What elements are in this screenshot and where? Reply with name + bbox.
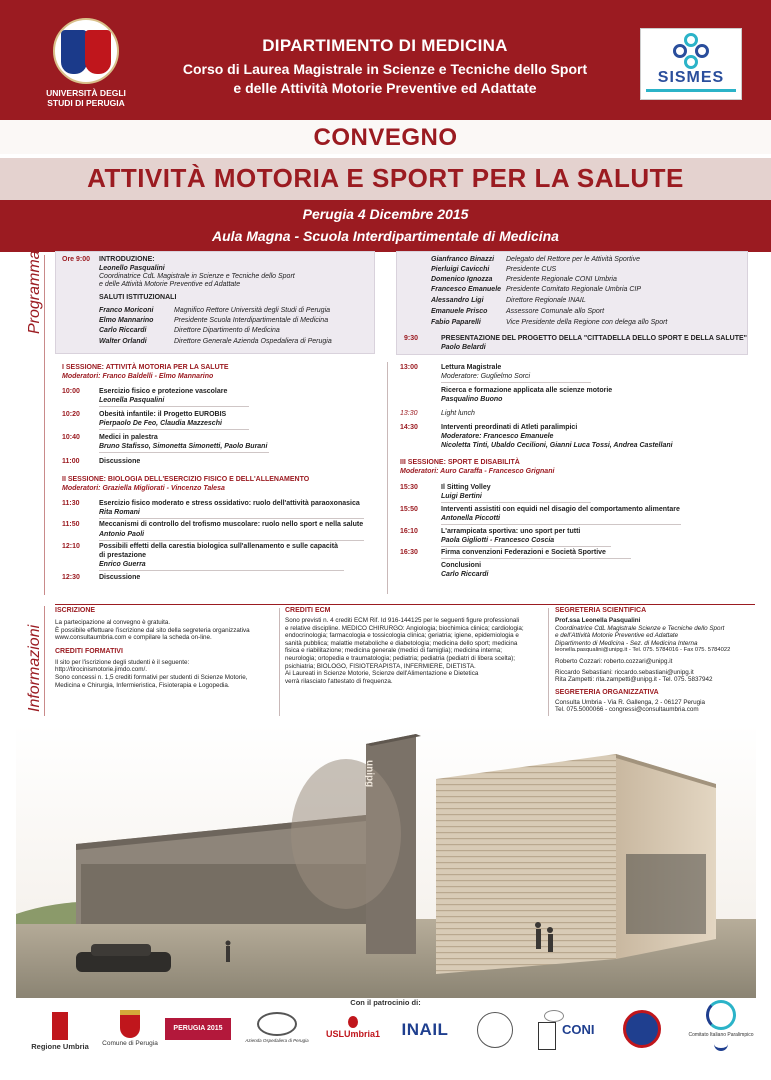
venue: Aula Magna - Scuola Interdipartimentale di Medicina [212,228,559,244]
greeting-name: Fabio Paparelli [431,319,481,326]
intro-name: Leonello Pasqualini [99,265,165,272]
talk-title: L'arrampicata sportiva: uno sport per tutti [441,528,581,535]
sponsor-label: Regione Umbria [31,1042,89,1051]
greeting-role: Presidente CUS [506,266,557,273]
talk-time: 11:00 [62,458,80,465]
info-col-right [555,606,760,714]
talk-title: Possibili effetti della carestia biologica sull'allenamento e sulle capacità [99,543,338,550]
info-line: Consulta Umbria - Via R. Gallenga, 2 - 06127 Perugia [555,698,706,706]
greeting-role: Assessore Comunale allo Sport [506,308,605,315]
intro-label: INTRODUZIONE: [99,256,155,263]
talk-title: Meccanismi di controllo del trofismo muscolare: ruolo nello sport e nella salute [99,521,364,528]
divider [441,558,631,559]
talk-speaker: Leonella Pasqualini [99,397,165,404]
conclusion-label: Conclusioni [441,562,482,569]
info-top-rule [55,604,755,605]
talk-title: Esercizio fisico e protezione vascolare [99,388,228,395]
talk-time: 15:50 [400,506,418,513]
lunch-time: 13:30 [400,410,418,417]
header-band [0,0,771,120]
sismes-logo [640,28,742,100]
info-line: Riccardo Sebastiani: riccardo.sebastiani@unipg.it [555,668,694,676]
lecture-title: Lettura Magistrale [441,364,502,371]
info-line: È possibile effettuare l'iscrizione dal sito della segreteria organizzativa [55,626,250,634]
talk-time: 12:10 [62,543,80,550]
perugia-2015-logo [163,1018,233,1040]
talk-time: 10:40 [62,434,80,441]
divider [441,382,591,383]
talk-time: 16:10 [400,528,418,535]
sponsor-label: Azienda Ospedaliera di Perugia [245,1038,309,1043]
informazioni-side-label: Informazioni [26,624,43,712]
session1-moderators: Moderatori: Franco Baldelli - Elmo Mannarino [62,373,214,380]
talk-speaker: Antonella Piccotti [441,515,501,522]
greeting-role: Presidente Regionale CONI Umbria [506,276,617,283]
talk-time: 15:30 [400,484,418,491]
talk-title: Interventi assistiti con equidi nel disagio del comportamento alimentare [441,506,680,513]
info-line: leonella.pasqualini@unipg.it - Tel. 075. 5784016 - Fax 075. 5784022 [555,647,731,654]
session2-title: II SESSIONE: BIOLOGIA DELL'ESERCIZIO FISICO E DELL'ALLENAMENTO [62,476,310,483]
info-line: Coordinatrice CdL Magistrale Scienze e Tecniche dello Sport [555,624,725,632]
athletes-names: Nicoletta Tinti, Ubaldo Cecilioni, Gianni Luca Tossi, Andrea Castellani [441,442,673,449]
session3-title: III SESSIONE: SPORT E DISABILITÀ [400,459,520,466]
info-line: Prof.ssa Leonella Pasqualini [555,617,641,624]
lecture-time: 13:00 [400,364,418,371]
lunch: Light lunch [441,410,475,417]
info-line: Sono concessi n. 1,5 crediti formativi per studenti di Scienze Motorie, [55,673,248,681]
intro-role-2: e delle Attività Motorie Preventive ed Adattate [99,281,241,288]
divider [99,570,344,571]
department-title: DIPARTIMENTO DI MEDICINA [262,36,508,55]
talk-speaker: Pierpaolo De Feo, Claudia Mazzeschi [99,420,222,427]
talk-speaker: Antonio Paoli [99,531,145,538]
seal-logo [472,1012,518,1048]
talk-title: Obesità infantile: il Progetto EUROBIS [99,411,227,418]
sismes-emblem-icon [673,33,709,69]
lecture-moderator: Moderatore: Guglielmo Sorci [441,373,531,380]
greeting-name: Emanuele Prisco [431,308,488,315]
talk-time: 11:50 [62,521,80,528]
main-title: ATTIVITÀ MOTORIA E SPORT PER LA SALUTE [87,163,684,193]
greeting-role: Presidente Scuola Interdipartimentale di Medicina [174,317,329,324]
info-divider [279,608,280,716]
divider [441,502,591,503]
divider [99,406,249,407]
talk-time: 10:00 [62,388,80,395]
iscrizione-heading: ISCRIZIONE [55,607,96,614]
header-title [150,36,620,98]
talk-title: Medici in palestra [99,434,158,441]
info-divider [548,608,549,716]
divider [99,452,269,453]
building-sign: unipg [364,760,375,788]
divider [99,429,249,430]
info-line: Sono previsti n. 4 crediti ECM Rif. Id 916-144125 per le seguenti figure professionali [285,617,520,624]
greeting-name: Walter Orlandi [99,338,147,345]
sismes-text: SISMES [657,69,725,86]
greeting-role: Direttore Regionale INAIL [506,297,586,304]
university-name: UNIVERSITÀ DEGLI STUDI DI PERUGIA [46,88,126,108]
greeting-role: Presidente Comitato Regionale Umbria CIP [506,286,642,293]
info-col-left [55,606,270,689]
greeting-role: Vice Presidente della Regione con delega allo Sport [506,319,668,326]
building-rendering [16,724,756,998]
sponsor-label: USLUmbria1 [325,1029,380,1039]
convegno-title: CONVEGNO [313,124,458,151]
building-rendering-illustration [16,724,756,998]
divider [441,524,681,525]
opening-time: Ore 9:00 [62,256,91,263]
inail-logo [392,1020,458,1040]
university-seal-icon [53,18,119,84]
sponsor-label: PERUGIA 2015 [165,1018,231,1040]
segreteria-scientifica-heading: SEGRETERIA SCIENTIFICA [555,607,647,614]
column-divider [387,362,388,594]
athletes-moderator: Moderatore: Francesco Emanuele [441,433,554,440]
sponsor-label: Comitato Italiano Paralimpico [688,1032,754,1038]
project-title: PRESENTAZIONE DEL PROGETTO DELLA "CITTADELLA DELLO SPORT E DELLA SALUTE" [441,335,747,342]
info-line: Il sito per l'iscrizione degli studenti è il seguente: [55,658,190,666]
greeting-name: Franco Moriconi [99,307,154,314]
info-line: Medicina e Chirurgia, Infermieristica, Fisioterapia e Logopedia. [55,681,230,689]
session1-title: I SESSIONE: ATTIVITÀ MOTORIA PER LA SALUTE [62,364,229,371]
cip-logo [682,1000,760,1051]
university-logo [36,18,136,118]
info-col-middle [285,606,535,685]
crediti-ecm-heading: CREDITI ECM [285,607,331,614]
info-line: Roberto Cozzari: roberto.cozzari@unipg.it [555,657,673,665]
info-line: fisica e riabilitazione; medicina generale (medici di famiglia); medicina interna; [285,647,502,655]
cus-logo [620,1010,664,1048]
info-line: e relative discipline. MEDICO CHIRURGO: Angiologia; biochimica clinica; cardiologia; [285,624,524,632]
talk-time: 11:30 [62,500,80,507]
session3-moderators: Moderatori: Auro Caraffa - Francesco Grignani [400,468,555,475]
greeting-role: Direttore Generale Azienda Ospedaliera di Perugia [174,338,332,345]
divider [99,540,364,541]
session2-moderators: Moderatori: Graziella Migliorati - Vincenzo Talesa [62,485,225,492]
project-time: 9:30 [404,335,419,342]
talk-title: Discussione [99,458,141,465]
info-line: www.consultaumbria.com e compilare la scheda on-line. [55,634,212,642]
info-line: Rita Zampetti: rita.zampetti@unipg.it - Tel. 075. 5837942 [555,676,713,684]
talk-title: Esercizio fisico moderato e stress ossidativo: ruolo dell'attività paraoxonasica [99,500,360,507]
usl-umbria-logo [322,1016,384,1039]
info-line: Tel. 075.5000066 - congressi@consultaumbria.com [555,706,699,714]
course-line-2: e delle Attività Motorie Preventive ed Adattate [233,80,537,96]
info-line: e dell'Attività Motorie Preventive ed Adattate [555,632,679,640]
intro-role-1: Coordinatrice CdL Magistrale in Scienze e Tecniche dello Sport [99,273,295,280]
greeting-name: Elmo Mannarino [99,317,154,324]
sponsor-label: INAIL [401,1020,449,1039]
informazioni-side-rule [44,606,45,716]
athletes-title: Interventi preordinati di Atleti paralimpici [441,424,578,431]
regione-umbria-logo [30,1012,90,1051]
info-line: endocrinologia; farmacologia e tossicologia clinica; geriatria; igiene, epidemiologia e [285,632,519,640]
talk-speaker: Enrico Guerra [99,561,146,568]
talk-speaker: Paola Gigliotti - Francesco Coscia [441,537,555,544]
talk-speaker: Luigi Bertini [441,493,482,500]
lecture-speaker: Pasqualino Buono [441,396,503,403]
info-line: verrà rilasciato l'attestato di frequenza. [285,677,393,685]
info-line: La partecipazione al convegno è gratuita. [55,619,171,626]
comune-perugia-logo [100,1010,160,1047]
patronage-label: Con il patrocinio di: [350,998,421,1007]
greeting-name: Alessandro Ligi [431,297,484,304]
crediti-formativi-heading: CREDITI FORMATIVI [55,647,123,655]
greeting-role: Direttore Dipartimento di Medicina [174,327,280,334]
azienda-ospedaliera-logo [242,1012,312,1043]
greeting-role: Magnifico Rettore Università degli Studi di Perugia [174,307,331,314]
greeting-name: Francesco Emanuele [431,286,502,293]
talk-speaker: Rita Romani [99,509,140,516]
greeting-name: Domenico Ignozza [431,276,493,283]
greeting-role: Delegato del Rettore per le Attività Sportive [506,256,640,263]
talk-time: 10:20 [62,411,80,418]
programma-side-rule [44,255,45,595]
info-line: Dipartimento di Medicina - Sez. di Medicina Interna [555,639,698,647]
lecture-subject: Ricerca e formazione applicata alle scienze motorie [441,387,613,394]
talk-time: 16:30 [400,549,418,556]
athletes-time: 14:30 [400,424,418,431]
divider [441,546,611,547]
greeting-name: Pierluigi Cavicchi [431,266,490,273]
course-line-1: Corso di Laurea Magistrale in Scienze e Tecniche dello Sport [182,61,588,77]
info-line: Ai Laureati in Scienze Motorie, Scienze dell'Alimentazione e Dietetica [285,670,479,678]
saluti-label: SALUTI ISTITUZIONALI [99,294,177,301]
info-line: neurologia; ortopedia e traumatologia; pediatria; pediatria (pediatri di libera scelta); [285,654,515,662]
greeting-name: Carlo Riccardi [99,327,147,334]
talk-time: 12:30 [62,574,80,581]
talk-title: Il Sitting Volley [441,484,491,491]
programma-side-label: Programma [26,250,43,334]
divider [99,518,364,519]
talk-title-cont: di prestazione [99,552,147,559]
greeting-name: Gianfranco Binazzi [431,256,495,263]
info-line: psichiatria; BIOLOGO, FISIOTERAPISTA, INFERMIERE, DIETISTA. [285,662,476,670]
segreteria-organizzativa-heading: SEGRETERIA ORGANIZZATIVA [555,688,659,696]
talk-title: Firma convenzioni Federazioni e Società Sportive [441,549,606,556]
sponsor-label: CONI [562,1022,595,1037]
conclusion-speaker: Carlo Riccardi [441,571,489,578]
project-speaker: Paolo Belardi [441,344,486,351]
sponsor-label: Comune di Perugia [102,1040,158,1047]
info-line: sanità pubblica; malattie metaboliche e diabetologia; medicina dello sport; medicina [285,639,518,647]
info-line: http://tirocinismotorie.jimdo.com/. [55,666,148,674]
talk-speaker: Bruno Stafisso, Simonetta Simonetti, Paolo Burani [99,443,268,450]
date-place: Perugia 4 Dicembre 2015 [302,206,469,222]
talk-title: Discussione [99,574,141,581]
